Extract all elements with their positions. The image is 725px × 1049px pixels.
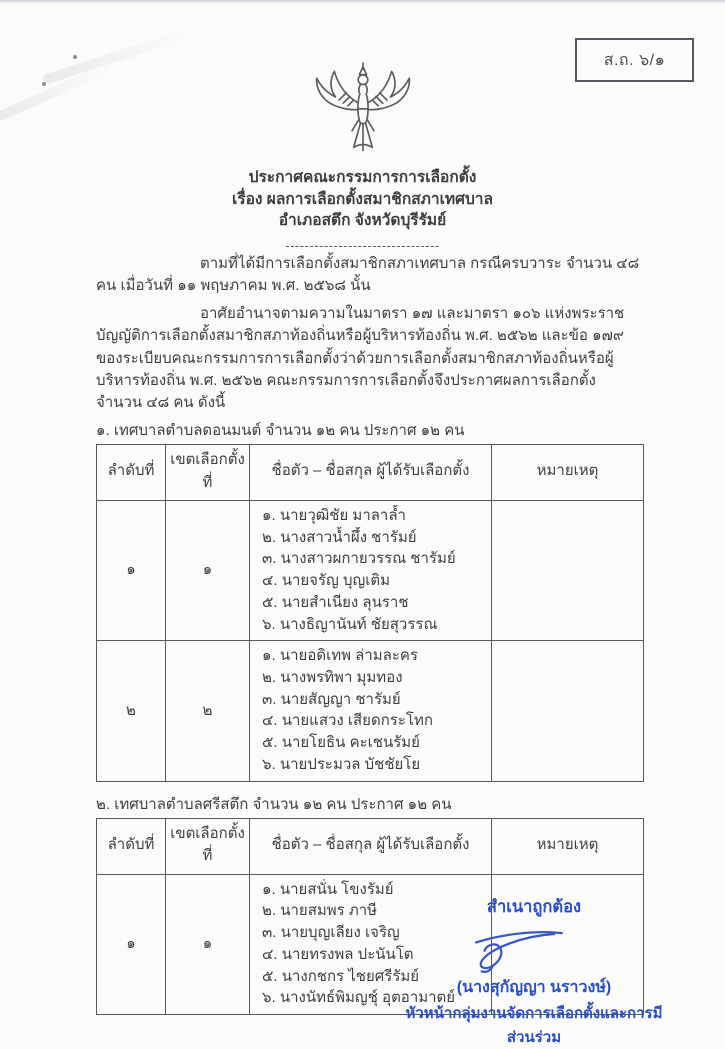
signature-scribble-icon — [453, 921, 583, 975]
elected-name: ๒. นายสมพร ภาษี — [262, 902, 378, 920]
table-1-header-row — [97, 445, 644, 501]
table-2-header-row — [97, 818, 644, 874]
col-header-order: ลำดับที่ — [97, 818, 166, 874]
col-header-name: ชื่อตัว – ชื่อสกุล ผู้ได้รับเลือกตั้ง — [250, 445, 492, 501]
col-header-note: หมายเหตุ — [492, 818, 644, 874]
table-row — [97, 501, 644, 641]
certification-block — [392, 894, 676, 1049]
elected-name: ๔. นายทรงพล ปะนันโต — [262, 945, 414, 963]
order-cell: ๑ — [97, 874, 166, 1014]
table-row — [97, 641, 644, 781]
title-divider: -------------------------------- — [285, 237, 440, 253]
title-line-1: ประกาศคณะกรรมการการเลือกตั้ง — [248, 169, 477, 186]
scan-streak-artifact — [42, 29, 188, 85]
paragraph-1: ตามที่ได้มีการเลือกตั้งสมาชิกสภาเทศบาล กรณีครบวาระ จำนวน ๔๘ คน เมื่อวันที่ ๑๑ พฤษภาคม พ.ศ. ๒๕๖๘ นั้น — [96, 255, 640, 295]
elected-name: ๑. นายสนั่น โขงรัมย์ — [262, 880, 394, 898]
elected-name: ๖. นางนัทธ์พิมญชุ์ อุตอามาตย์ — [262, 989, 456, 1007]
names-cell — [250, 501, 492, 641]
form-code-label: ส.ถ. ๖/๑ — [603, 51, 666, 69]
elected-name: ๑. นายวุฒิชัย มาลาล้ำ — [262, 507, 406, 525]
elected-name: ๖. นางธิญานันท์ ชัยสุวรรณ — [262, 615, 438, 633]
order-cell: ๑ — [97, 501, 166, 641]
document-title-block — [0, 167, 725, 256]
elected-name: ๓. นายบุญเลียง เจริญ — [262, 924, 400, 942]
elected-name: ๔. นายแสวง เสียดกระโทก — [262, 712, 433, 730]
section-2-heading: ๒. เทศบาลตำบลศรีสตึก จำนวน ๑๒ คน ประกาศ ๑๒ คน — [96, 795, 452, 813]
section-1-heading: ๑. เทศบาลตำบลดอนมนต์ จำนวน ๑๒ คน ประกาศ ๑๒ คน — [96, 421, 465, 439]
elected-name: ๓. นางสาวผกายวรรณ ชารัมย์ — [262, 550, 456, 568]
col-header-note: หมายเหตุ — [492, 445, 644, 501]
elected-name: ๖. นายประมวล บัชชัยโย — [262, 755, 421, 773]
order-cell: ๒ — [97, 641, 166, 781]
elected-name: ๓. นายสัญญา ชารัมย์ — [262, 690, 401, 708]
scan-dot-artifact — [73, 55, 77, 59]
district-cell: ๒ — [166, 641, 250, 781]
elected-name: ๒. นางพรทิพา มุมทอง — [262, 668, 403, 686]
elected-name: ๕. นายโยธิน คะเชนรัมย์ — [262, 734, 420, 752]
col-header-order: ลำดับที่ — [97, 445, 166, 501]
elected-name: ๕. นายสำเนียง ลุนราช — [262, 593, 409, 611]
note-cell — [492, 501, 644, 641]
elected-name: ๒. นางสาวน้ำผึ้ง ชารัมย์ — [262, 528, 417, 546]
signer-name: (นางสุกัญญา นราวงษ์) — [456, 979, 612, 996]
col-header-district: เขตเลือกตั้งที่ — [166, 818, 250, 874]
title-line-2: เรื่อง ผลการเลือกตั้งสมาชิกสภาเทศบาล — [232, 190, 493, 208]
names-cell — [250, 641, 492, 781]
district-cell: ๑ — [166, 874, 250, 1014]
paragraph-2: อาศัยอำนาจตามความในมาตรา ๑๗ และมาตรา ๑๐๖ แห่งพระราชบัญญัติการเลือกตั้งสมาชิกสภาท้องถิ่นหรือผู้บริหารท้องถิ่น พ.ศ. ๒๕๖๒ และข้อ ๑๗๙ ของระเบียบคณะกรรมการการเลือกตั้งว่าด้วยการเลือกตั้งสมาชิกสภาท้องถิ่นหรือผู้บริหารท้องถิ่น พ.ศ. ๒๕๖๒ คณะกรรมการการเลือกตั้งจึงประกาศผลการเลือกตั้ง จำนวน ๔๘ คน ดังนี้ — [96, 304, 625, 412]
col-header-name: ชื่อตัว – ชื่อสกุล ผู้ได้รับเลือกตั้ง — [250, 818, 492, 874]
note-cell — [492, 641, 644, 781]
elected-name: ๑. นายอดิเทพ ล่ามละคร — [262, 647, 418, 665]
elected-name: ๔. นายจรัญ บุญเติม — [262, 572, 391, 590]
signer-title: หัวหน้ากลุ่มงานจัดการเลือกตั้งและการมีส่วนร่วม — [405, 1005, 663, 1046]
elected-name: ๕. นางกชกร ไชยศรีรัมย์ — [262, 967, 420, 985]
results-table-1 — [96, 444, 644, 781]
scan-top-edge-artifact — [0, 0, 725, 4]
col-header-district: เขตเลือกตั้งที่ — [166, 445, 250, 501]
district-cell: ๑ — [166, 501, 250, 641]
form-code-box — [575, 38, 694, 82]
title-line-3: อำเภอสตึก จังหวัดบุรีรัมย์ — [278, 212, 447, 229]
certified-copy-label: สำเนาถูกต้อง — [486, 898, 582, 916]
garuda-emblem-icon — [311, 60, 415, 164]
